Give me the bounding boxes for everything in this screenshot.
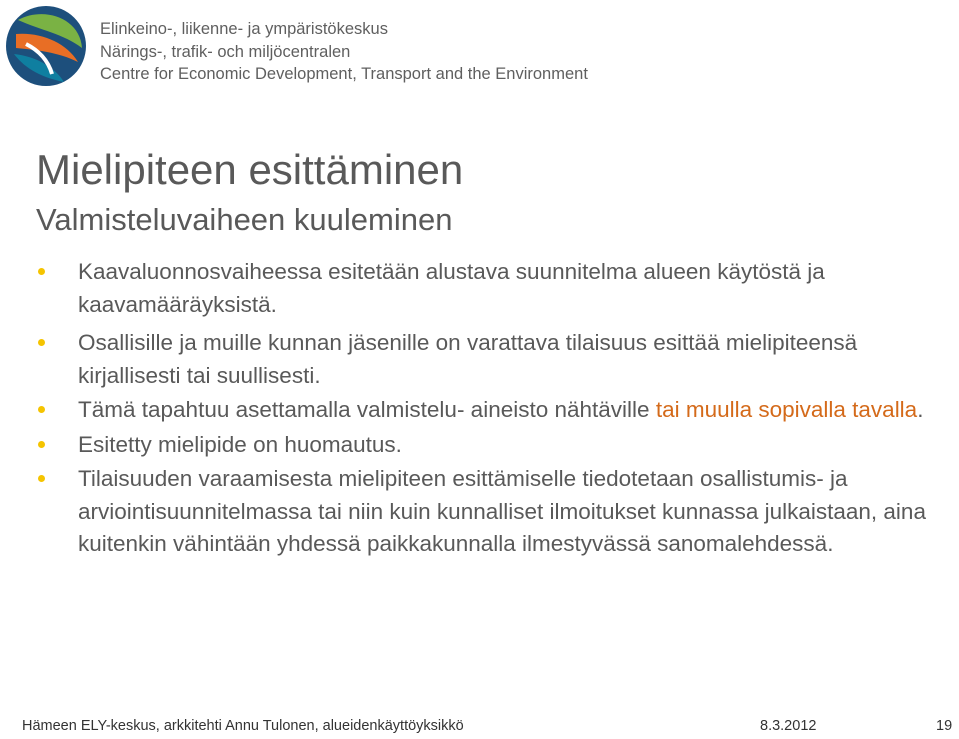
footer-author: Hämeen ELY-keskus, arkkitehti Annu Tulonen, alueidenkäyttöyksikkö: [22, 718, 464, 734]
bullet-list: [36, 256, 951, 561]
bullet-text: Kaavaluonnosvaiheessa esitetään alustava suunnitelma alueen käytöstä ja kaavamääräyksistä.: [78, 259, 825, 317]
bullet-dot: [38, 441, 45, 448]
bullet-item: [36, 394, 951, 427]
bullet-dot: [38, 339, 45, 346]
slide-subtitle: Valmisteluvaiheen kuuleminen: [36, 202, 453, 237]
org-line-en: Centre for Economic Development, Transport and the Environment: [100, 65, 588, 83]
organization-name: [100, 18, 588, 86]
org-line-fi: Elinkeino-, liikenne- ja ympäristökeskus: [100, 20, 388, 38]
bullet-item: [36, 463, 951, 561]
bullet-item: [36, 327, 951, 392]
bullet-text-end: .: [917, 397, 924, 422]
bullet-text: Tilaisuuden varaamisesta mielipiteen esittämiselle tiedotetaan osallistumis- ja arviointisuunnitelmassa tai niin kuin kunnalliset ilmoitukset kunnassa julkaistaan, aina kuitenkin vähintään yhdessä paikkakunnalla ilmestyvässä sanomalehdessä.: [78, 466, 926, 556]
slide-title: Mielipiteen esittäminen: [36, 146, 464, 193]
bullet-text: Esitetty mielipide on huomautus.: [78, 431, 402, 457]
bullet-dot: [38, 475, 45, 482]
bullet-continuation: kirjallisesti tai suullisesti.: [78, 362, 321, 388]
highlighted-text: tai muulla sopivalla tavalla: [655, 397, 918, 422]
bullet-text: Osallisille ja muille kunnan jäsenille on varattava tilaisuus esittää mielipiteensä: [78, 330, 858, 355]
bullet-item: [36, 256, 951, 321]
footer-date: 8.3.2012: [760, 718, 817, 734]
bullet-text: Tämä tapahtuu asettamalla valmistelu- aineisto nähtäville: [78, 397, 656, 422]
org-line-sv: Närings-, trafik- och miljöcentralen: [100, 42, 351, 61]
footer-page-number: 19: [936, 718, 953, 734]
bullet-item: [36, 429, 951, 462]
bullet-dot: [38, 268, 45, 275]
ely-logo: [4, 4, 88, 88]
bullet-dot: [38, 406, 45, 413]
